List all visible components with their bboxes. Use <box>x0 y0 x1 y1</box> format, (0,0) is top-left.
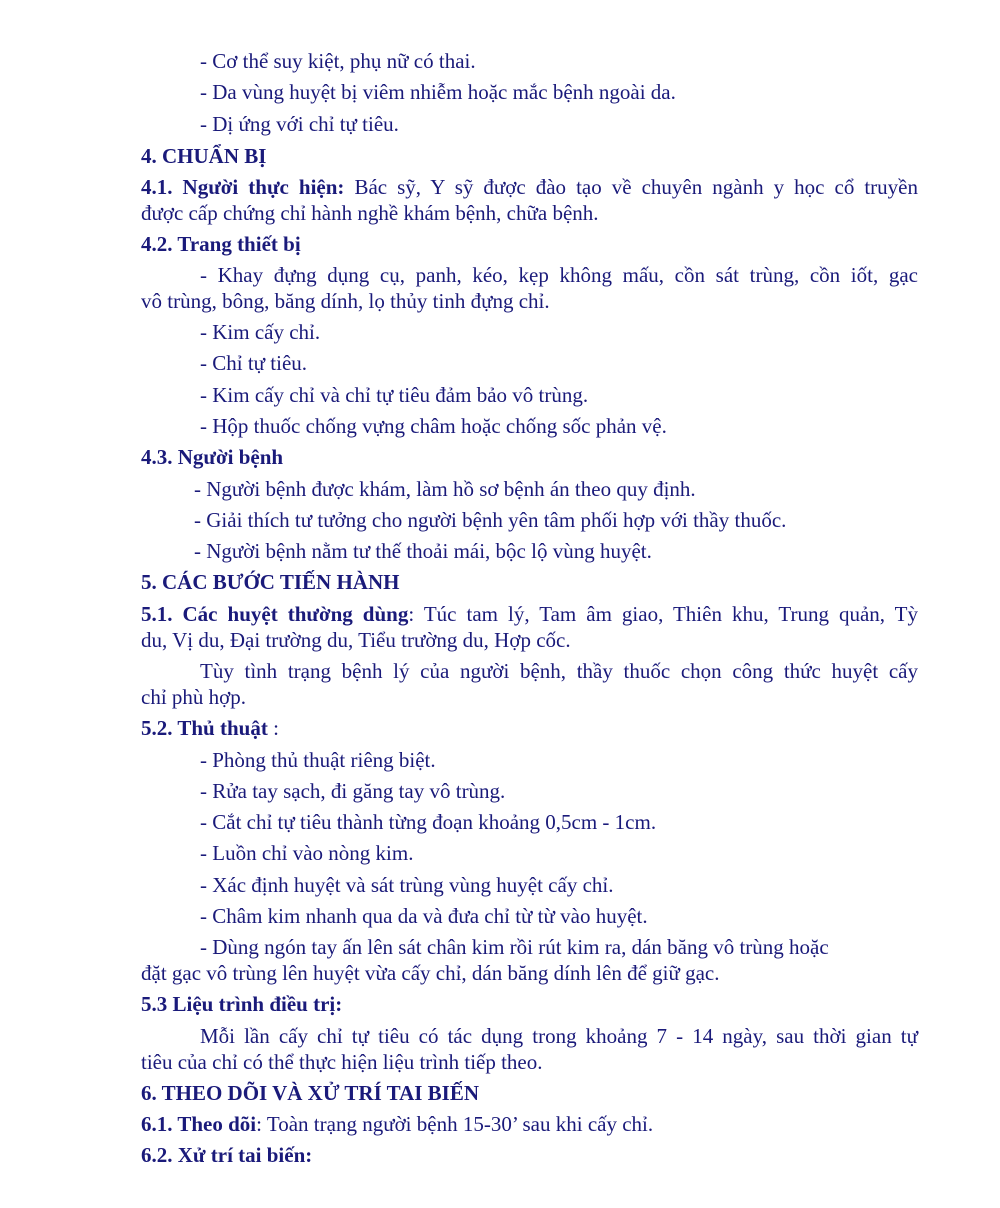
procedure-item: - Luồn chỉ vào nòng kim. <box>200 841 414 865</box>
section-heading-6: 6. THEO DÕI VÀ XỬ TRÍ TAI BIẾN <box>141 1081 480 1105</box>
procedure-item: - Phòng thủ thuật riêng biệt. <box>200 748 436 772</box>
contraindication-item: - Da vùng huyệt bị viêm nhiễm hoặc mắc bệnh ngoài da. <box>200 80 676 104</box>
paragraph-5-1 <box>141 601 918 627</box>
section-heading-4: 4. CHUẨN BỊ <box>141 144 267 168</box>
procedure-item: - Dùng ngón tay ấn lên sát chân kim rồi rút kim ra, dán băng vô trùng hoặc <box>200 935 829 959</box>
subheading-4-3: 4.3. Người bệnh <box>141 445 284 469</box>
procedure-item: - Châm kim nhanh qua da và đưa chỉ từ từ vào huyệt. <box>200 904 648 928</box>
equipment-line-cont: vô trùng, bông, băng dính, lọ thủy tinh đựng chỉ. <box>141 289 550 313</box>
subheading-5-2: 5.2. Thủ thuật <box>141 716 268 740</box>
procedure-item: - Xác định huyệt và sát trùng vùng huyệt cấy chỉ. <box>200 873 614 897</box>
text-6-1: : Toàn trạng người bệnh 15-30’ sau khi cấy chỉ. <box>256 1112 654 1136</box>
equipment-item: - Hộp thuốc chống vựng châm hoặc chống sốc phản vệ. <box>200 414 667 438</box>
subheading-5-2-suffix: : <box>267 716 279 740</box>
text-4-1: Bác sỹ, Y sỹ được đào tạo về chuyên ngành y học cổ truyền <box>344 175 918 199</box>
patient-item: - Người bệnh nằm tư thế thoải mái, bộc lộ vùng huyệt. <box>194 539 652 563</box>
paragraph-6-1 <box>141 1111 918 1137</box>
patient-item: - Người bệnh được khám, làm hồ sơ bệnh án theo quy định. <box>194 477 696 501</box>
contraindication-item: - Cơ thể suy kiệt, phụ nữ có thai. <box>200 49 476 73</box>
paragraph-5-1b: Tùy tình trạng bệnh lý của người bệnh, thầy thuốc chọn công thức huyệt cấy <box>200 659 918 683</box>
equipment-line: - Khay đựng dụng cụ, panh, kéo, kẹp không mấu, cồn sát trùng, cồn iốt, gạc <box>200 263 918 287</box>
subheading-4-1: 4.1. Người thực hiện: <box>141 175 345 199</box>
paragraph-5-1b-cont: chỉ phù hợp. <box>141 685 247 709</box>
equipment-item: - Kim cấy chỉ. <box>200 320 321 344</box>
paragraph-5-3-cont: tiêu của chỉ có thể thực hiện liệu trình tiếp theo. <box>141 1050 543 1074</box>
procedure-item: - Cắt chỉ tự tiêu thành từng đoạn khoảng 0,5cm - 1cm. <box>200 810 657 834</box>
contraindication-item: - Dị ứng với chỉ tự tiêu. <box>200 112 399 136</box>
section-heading-5: 5. CÁC BƯỚC TIẾN HÀNH <box>141 570 400 594</box>
paragraph-5-3: Mỗi lần cấy chỉ tự tiêu có tác dụng trong khoảng 7 - 14 ngày, sau thời gian tự <box>200 1024 918 1048</box>
paragraph-4-1 <box>141 174 918 200</box>
patient-item: - Giải thích tư tưởng cho người bệnh yên tâm phối hợp với thầy thuốc. <box>194 508 787 532</box>
subheading-6-1: 6.1. Theo dõi <box>141 1112 257 1136</box>
equipment-item: - Kim cấy chỉ và chỉ tự tiêu đảm bảo vô trùng. <box>200 383 589 407</box>
subheading-4-2: 4.2. Trang thiết bị <box>141 232 301 256</box>
procedure-item-cont: đặt gạc vô trùng lên huyệt vừa cấy chỉ, dán băng dính lên để giữ gạc. <box>141 961 720 985</box>
text-5-1: : Túc tam lý, Tam âm giao, Thiên khu, Trung quản, Tỳ <box>408 602 919 626</box>
text-4-1-cont: được cấp chứng chỉ hành nghề khám bệnh, chữa bệnh. <box>141 201 599 225</box>
subheading-6-2: 6.2. Xử trí tai biến: <box>141 1143 313 1167</box>
subheading-5-1: 5.1. Các huyệt thường dùng <box>141 602 409 626</box>
equipment-item: - Chỉ tự tiêu. <box>200 351 308 375</box>
paragraph-5-2-title <box>141 715 918 741</box>
text-5-1-cont: du, Vị du, Đại trường du, Tiểu trường du, Hợp cốc. <box>141 628 571 652</box>
subheading-5-3: 5.3 Liệu trình điều trị: <box>141 992 343 1016</box>
procedure-item: - Rửa tay sạch, đi găng tay vô trùng. <box>200 779 506 803</box>
